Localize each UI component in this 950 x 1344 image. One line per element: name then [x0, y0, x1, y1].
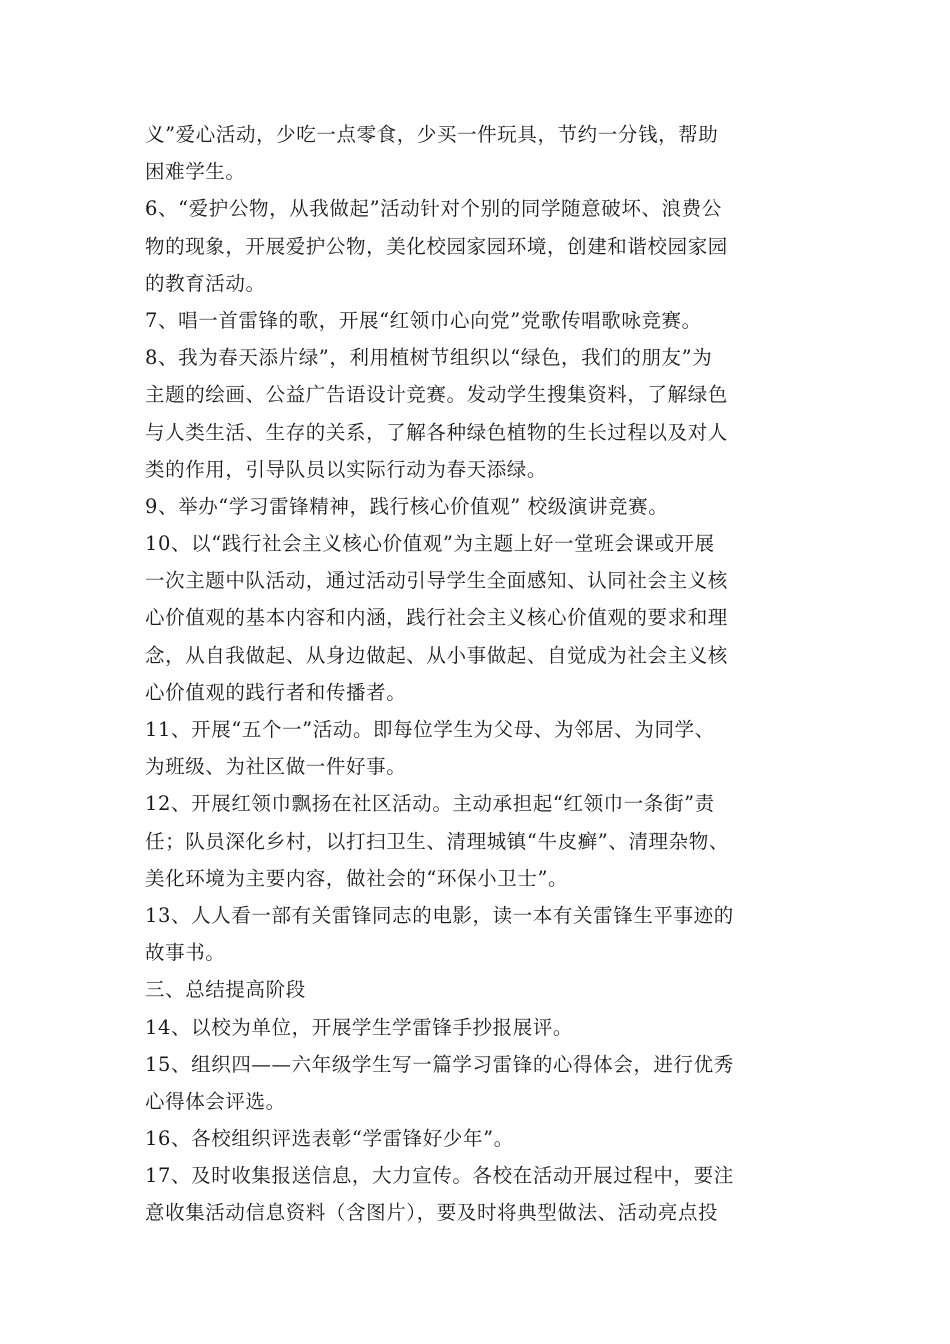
text-line: 义”爱心活动，少吃一点零食，少买一件玩具，节约一分钱，帮助 — [145, 123, 719, 146]
text-line: 13、人人看一部有关雷锋同志的电影，读一本有关雷锋生平事迹的 — [145, 903, 734, 927]
text-line: 9、举办“学习雷锋精神，践行核心价值观” 校级演讲竞赛。 — [145, 494, 669, 518]
text-line: 心得体会评选。 — [145, 1089, 286, 1113]
text-line: 8、我为春天添片绿”，利用植树节组织以“绿色，我们的朋友”为 — [145, 346, 713, 370]
section-heading: 三、总结提高阶段 — [145, 978, 306, 1002]
text-line: 14、以校为单位，开展学生学雷锋手抄报展评。 — [145, 1015, 574, 1039]
text-line: 11、开展“五个一”活动。即每位学生为父母、为邻居、为同学、 — [145, 718, 715, 741]
text-line: 困难学生。 — [145, 160, 246, 184]
text-line: 一次主题中队活动，通过活动引导学生全面感知、认同社会主义核 — [145, 569, 728, 593]
text-line: 6、“爱护公物，从我做起”活动针对个别的同学随意破坏、浪费公 — [145, 197, 722, 221]
text-line: 故事书。 — [145, 941, 226, 965]
text-line: 心价值观的践行者和传播者。 — [145, 680, 407, 704]
text-line: 意收集活动信息资料（含图片），要及时将典型做法、活动亮点投 — [145, 1201, 719, 1225]
text-line: 10、以“践行社会主义核心价值观”为主题上好一堂班会课或开展 — [145, 532, 715, 556]
text-line: 12、开展红领巾飘扬在社区活动。主动承担起“红领巾一条街”责 — [145, 792, 715, 816]
text-line: 类的作用，引导队员以实际行动为春天添绿。 — [145, 457, 548, 481]
text-line: 物的现象，开展爱护公物，美化校园家园环境，创建和谐校园家园 — [145, 234, 728, 258]
text-line: 心价值观的基本内容和内涵，践行社会主义核心价值观的要求和理 — [145, 606, 728, 630]
text-line: 任；队员深化乡村，以打扫卫生、清理城镇“牛皮癣”、清理杂物、 — [145, 829, 729, 853]
text-line: 16、各校组织评选表彰“学雷锋好少年”。 — [145, 1127, 514, 1151]
text-line: 7、唱一首雷锋的歌，开展“红领巾心向党”党歌传唱歌咏竞赛。 — [145, 308, 702, 332]
text-line: 美化环境为主要内容，做社会的“环保小卫士”。 — [145, 866, 569, 890]
text-line: 15、组织四——六年级学生写一篇学习雷锋的心得体会，进行优秀 — [145, 1052, 734, 1076]
text-line: 与人类生活、生存的关系，了解各种绿色植物的生长过程以及对人 — [145, 420, 728, 444]
text-line: 17、及时收集报送信息，大力宣传。各校在活动开展过程中，要注 — [145, 1164, 734, 1188]
text-line: 念，从自我做起、从身边做起、从小事做起、自觉成为社会主义核 — [145, 643, 728, 667]
text-line: 的教育活动。 — [145, 271, 266, 295]
document-body — [145, 116, 835, 1232]
text-line: 主题的绘画、公益广告语设计竞赛。发动学生搜集资料，了解绿色 — [145, 383, 728, 407]
text-line: 为班级、为社区做一件好事。 — [145, 755, 407, 779]
